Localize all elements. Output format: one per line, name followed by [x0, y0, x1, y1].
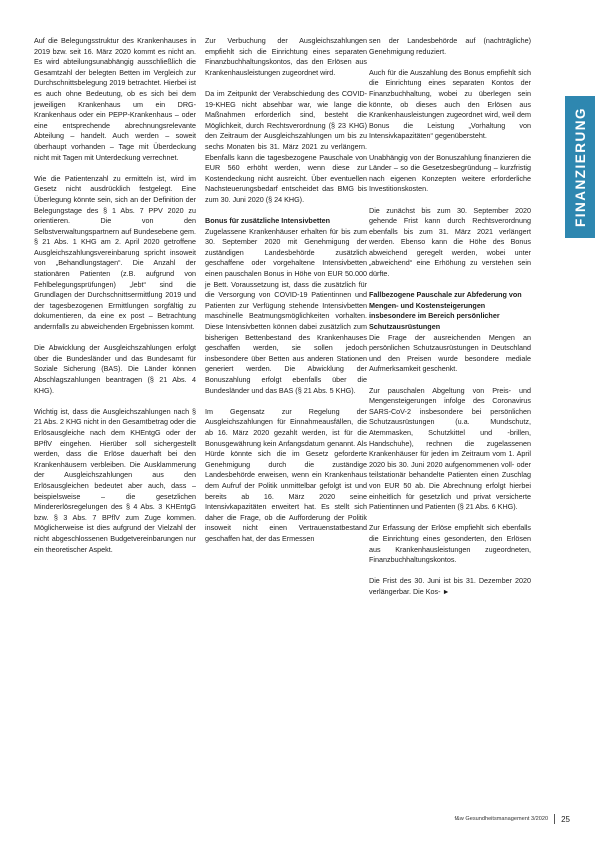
- paragraph: sen der Landesbehörde auf (nachträgliche) Genehmigung reduziert.: [369, 36, 531, 56]
- paragraph-text: Die Frist des 30. Juni ist bis 31. Dezember 2020 verlängerbar. Die Kos-: [369, 576, 531, 596]
- section-tab: [565, 96, 595, 238]
- paragraph: Zugelassene Krankenhäuser erhalten für bis zum 30. September 2020 mit Genehmigung der zuständigen Landesbehörde zusätzlich geschaffene oder vorgehaltene Intensivbetten einen pauschalen Bonus in Höhe von EUR 50.000 je Bett. Voraussetzung ist, dass die zusätzlich für die Versorgung von COVID-19 Patientinnen und Patienten zur Verfügung stehende Intensivbetten maschinelle Beatmungsmöglichkeiten vorhalten. Diese Intensivbetten können dabei zusätzlich zum bisherigen Bettenbestand des Krankenhauses geschaffen werden, sie sollen jedoch insbesondere über Betten aus anderen Stationen generiert werden. Die Abwicklung der Bonuszahlung erfolgt ebenfalls über die Bundesländer und das BAS (§ 21 Abs. 5 KHG).: [205, 226, 367, 395]
- paragraph: Wichtig ist, dass die Ausgleichszahlungen nach § 21 Abs. 2 KHG nicht in den Gesamtbetrag oder die Erlösausgleiche nach dem KHEntgG oder der BPflV eingehen. Hierüber soll sichergestellt werden, dass die Erlöse dauerhaft bei den Krankenhäusern verbleiben. Die Ausklammerung der Ausgleichszahlungen aus den Erlösausgleichen bedeutet aber auch, dass – beispielsweise – die gesetzlichen Mindererlösregelungen des § 4 Abs. 3 KHEntgG bzw. § 3 Abs. 7 BPflV zum Zuge kommen. Möglicherweise ist dies aufgrund der Vielzahl der nicht abgeschlossenen Budgetvereinbarungen nur ein theoretischer Aspekt.: [34, 406, 196, 554]
- section-heading: Bonus für zusätzliche Intensivbetten: [205, 216, 330, 226]
- paragraph: Die Abwicklung der Ausgleichszahlungen erfolgt über die Bundesländer und das Bundesamt für Soziale Sicherung (BAS). Die Länder können Abschlagszahlungen beantragen (§ 21 Abs. 4 KHG).: [34, 343, 196, 395]
- footer-divider: [554, 814, 555, 824]
- paragraph: Die zunächst bis zum 30. September 2020 gehende Frist kann durch Rechtsverordnung ebenfalls bis zum 31. März 2021 verlängert werden. Ebenso kann die Höhe des Bonus abweichend geregelt werden, wobei unter „abweichend“ eine Erhöhung zu verstehen sein dürfte.: [369, 205, 531, 279]
- paragraph: Im Gegensatz zur Regelung der Ausgleichszahlungen für Einnahmeausfällen, die ab 16. März 2020 gezahlt werden, ist für die Bonusgewährung kein Anfangsdatum genannt. Als Hürde könnte sich die im Gesetz geforderte Genehmigung durch die zuständige Landesbehörde erweisen, wenn ein Krankenhaus dem Aufruf der Politik unmittelbar gefolgt ist und bereits ab 16. März 2020 seine Intensivkapazitäten erweitert hat. Es stellt sich daher die Frage, ob die Aufforderung der Politik insoweit nicht einen Vertrauenstatbestand geschaffen hat, der das Ermessen: [205, 406, 367, 543]
- section-heading: Fallbezogene Pauschale zur Abfederung von Mengen- und Kostensteigerungen insbesondere im Bereich persönlicher Schutzausrüstungen: [369, 290, 522, 332]
- text-column-3: [369, 36, 531, 608]
- paragraph: Da im Zeitpunkt der Verabschiedung des COVID-19-KHEG nicht absehbar war, wie lange die Maßnahmen erforderlich sind, besteht die Möglichkeit, durch Rechtsverordnung (§ 23 KHG) den Zeitraum der Ausgleichszahlungen um bis zu sechs Monaten bis 31. März 2021 zu verlängern. Ebenfalls kann die tagesbezogene Pauschale von EUR 560 erhöht werden, wenn diese zur Kostendeckung nicht ausreicht. Über eventuellen Nachsteuerungsbedarf entscheidet das BMG bis zum 30. Juni 2020 (§ 24 KHG).: [205, 88, 367, 204]
- paragraph: Auf die Belegungsstruktur des Krankenhauses in 2019 bzw. seit 16. März 2020 kommt es nicht an. Es wird abteilungsunabhängig ausschließlich die Gesamtzahl der belegten Betten im Vergleich zur Durchschnittsbelegung 2019 betrachtet. Hierbei ist es auch ohne Bedeutung, ob es sich bei dem jeweiligen Krankenhaus um ein DRG-Krankenhaus oder ein PEPP-Krankenhaus – oder eine entsprechende abrechnungsrelevante Abteilung – handelt. Auch werden – soweit überhaupt vorhanden – Tage mit Überdeckung nicht mit Tagen mit Unterdeckung verrechnet.: [34, 36, 196, 162]
- page-number: 25: [561, 814, 570, 824]
- text-column-1: [34, 36, 196, 566]
- publication-name: f&w Gesundheitsmanagement 3/2020: [454, 816, 549, 822]
- text-column-2: [205, 36, 367, 555]
- paragraph: Auch für die Auszahlung des Bonus empfiehlt sich die Einrichtung eines separaten Kontos der Finanzbuchhaltung, wobei zu überlegen sein könnte, ob dieses auch den Erlösen aus Krankenhausleistungen zugeordnet wird, weil dem Bonus die Leistung „Vorhaltung von Intensivkapazitäten“ gegenübersteht.: [369, 67, 531, 141]
- paragraph: Unabhängig von der Bonuszahlung finanzieren die Länder – so die Gesetzesbegründung – kurzfristig nach eigenen Konzepten weitere erforderliche Investitionskosten.: [369, 152, 531, 194]
- paragraph: Zur Erfassung der Erlöse empfiehlt sich ebenfalls die Einrichtung eines gesonderten, den Erlösen aus Krankenhausleistungen zugeordneten, Finanzbuchhaltungskontos.: [369, 523, 531, 565]
- continue-arrow-icon: ►: [442, 586, 450, 596]
- page-footer: [454, 813, 570, 825]
- paragraph: Wie die Patientenzahl zu ermitteln ist, wird im Gesetz nicht ausdrücklich festgelegt. Eine Überlegung könnte sein, sich an der Definition der Belegungstage des § 1 Abs. 7 PPV 2020 zu orientieren. Die von den Selbstverwaltungspartnern auf Bundesebene gem. § 21 Abs. 1 KHG am 2. April 2020 getroffene Ausgleichszahlungsvereinbarung spricht insoweit von „Behandlungstagen“. Die Anzahl der stationären Patienten (z.B. aufgrund von Fehlbelegungsprüfungen) „lebt“ sind die Grundlagen der Durchschnittsermittlung 2019 und der tagesbezogenen Ermittlungen sorgfältig zu dokumentieren, da eine ex post – Betrachtung andernfalls zu abweichenden Ergebnissen kommt.: [34, 173, 196, 332]
- paragraph: Zur Verbuchung der Ausgleichszahlungen empfiehlt sich die Einrichtung eines separaten Finanzbuchhaltungskontos, das den Erlösen aus Krankenhausleistungen zugeordnet wird.: [205, 36, 367, 77]
- section-tab-label: FINANZIERUNG: [572, 107, 588, 227]
- paragraph-last: [369, 576, 531, 597]
- paragraph: Zur pauschalen Abgeltung von Preis- und Mengensteigerungen infolge des Coronavirus SARS-CoV-2 insbesondere bei persönlichen Schutzausrüstungen (u.a. Mundschutz, Atemmasken, Schutzkittel und -brillen, Handschuhe), rechnen die zugelassenen Krankenhäuser für jeden im Zeitraum vom 1. April 2020 bis 30. Juni 2020 aufgenommenen voll- oder teilstationär behandelte Patienten einen Zuschlag von EUR 50 ab. Die Abrechnung erfolgt hierbei einheitlich für gesetzlich und privat versicherte Patientinnen und Patienten (§ 21 Abs. 6 KHG).: [369, 385, 531, 512]
- paragraph: Die Frage der ausreichenden Mengen an persönlichen Schutzausrüstungen in Deutschland und den Preisen wurde besondere mediale Aufmerksamkeit geschenkt.: [369, 332, 531, 374]
